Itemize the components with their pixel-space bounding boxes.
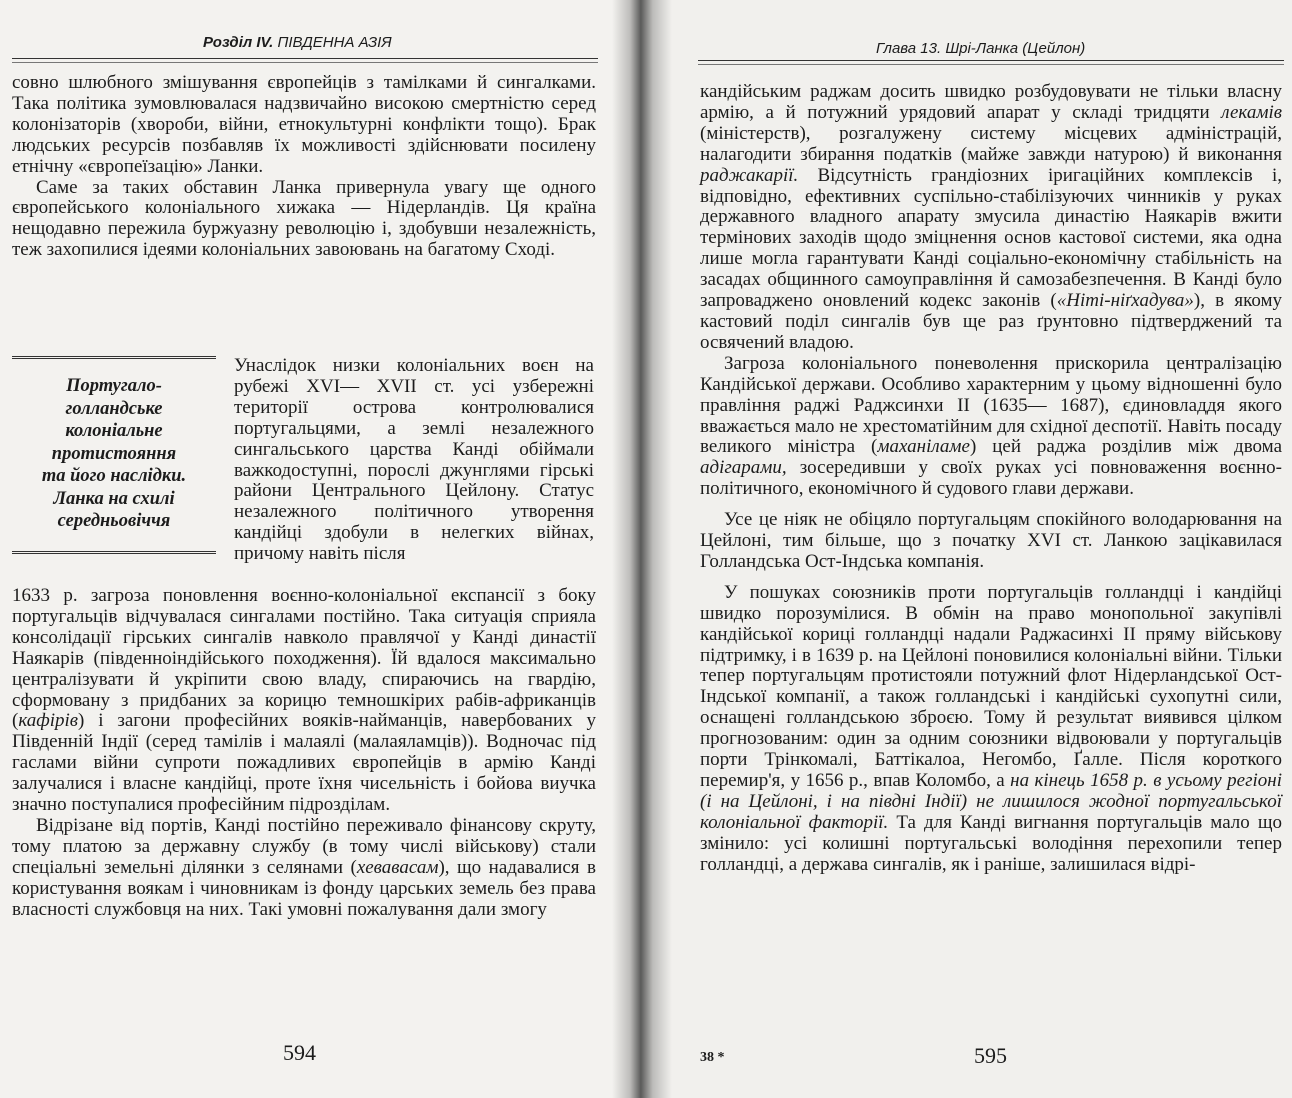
left-page	[0, 0, 640, 1098]
margin-heading-line: середньовіччя	[57, 511, 171, 531]
paragraph: Усе це ніяк не обіцяло португальцям спокійного володарювання на Цейлоні, тим більше, що з початку XVI ст. Ланкою зацікавилася Голландська Ост-Індська компанія.	[700, 509, 1282, 572]
header-rule	[12, 58, 598, 63]
paragraph: совно шлюбного змішування європейців з тамілками й сингалками. Така політика зумовлювалася надзвичайно високою смертністю серед колонізаторів (хвороби, війни, етнокультурні конфлікти тощо). Брак людських ресурсів позбавляв їх можливості здійснювати посилену етнічну «європеїзацію» Ланки.	[12, 72, 596, 177]
paragraph: Відрізане від портів, Канді постійно переживало фінансову скруту, тому платою за державну службу (в тому числі військову) стали спеціальні земельні ділянки з селянами (хевавасам), що надавалися в користування воякам і чиновникам із фонду царських земель без права власності службовця на них. Такі умовні пожалування дали змогу	[12, 814, 596, 920]
paragraph-start: Унаслідок низки колоніальних воєн на рубежі XVI— XVII ст. усі узбережні території острова контролювалися португальцями, а землі незалежного сингальського царства Канді обіймали важкодоступні, порослі джунглями гірські райони Центрального Цейлону. Статус незалежного політичного утворення кандійці здобули в нелегких війнах, причому навіть після	[234, 355, 594, 565]
wrapped-paragraph	[234, 356, 594, 565]
running-head-left: Розділ IV. ПІВДЕННА АЗІЯ	[203, 34, 392, 51]
running-head-right: Глава 13. Шрі-Ланка (Цейлон)	[876, 40, 1086, 57]
margin-heading-line: та його наслідки.	[41, 466, 187, 486]
paragraph: Саме за таких обставин Ланка привернула увагу ще одного європейського колоніального хижака — Нідерландів. Ця країна нещодавно пережила буржуазну революцію і, здобувши незалежність, теж захопилися ідеями колоніальних завоювань на багатому Сході.	[12, 176, 596, 261]
margin-heading-line: Португало-	[66, 376, 162, 396]
paragraph-continued: кандійським раджам досить швидко розбудовувати не тільки власну армію, а й потужний урядовий апарат у складі тридцяти лекамів (міністерств), розгалужену систему місцевих адміністрацій, налагодити збирання податків (майже завжди натурою) й виконання раджакарії. Відсутність грандіозних іригаційних комплексів і, відповідно, ефективних суспільно-стабілізуючих чинників у руках державного владного апарату змусила династію Наякарів вжити термінових заходів щодо зміцнення основ кастової системи, яка одна лише могла гарантувати Канді соціально-економічну стабільність на засадах общинного самоуправління й самозабезпечення. В Канді було запроваджено оновлений кодекс законів («Ніті-ніґхадува»), в якому кастовий поділ сингалів був ще раз ґрунтовно підтверджений та освячений владою.	[700, 81, 1283, 353]
margin-heading-line: голландське	[65, 398, 163, 419]
text-block-top	[12, 73, 596, 261]
paragraph: Загроза колоніального поневолення прискорила централізацію Кандійської держави. Особливо характерним у цьому відношенні було правління раджі Раджсинхи II (1635— 1687), єдиновладдя якого вважається мало не хрестоматійним для східної деспотії. Навіть посаду великого міністра (маханіламе) цей раджа розділив між двома адігарами, зосередивши у своїх руках усі повноваження воєнно-політичного, економічного й судового глави держави.	[700, 352, 1282, 500]
margin-heading-line: протистояння	[51, 443, 177, 464]
margin-heading-line: Ланка на схилі	[53, 488, 175, 509]
paragraph-continued: 1633 р. загроза поновлення воєнно-колоніальної експансії з боку португальців відчувалася сингалами постійно. Така ситуація сприяла консолідації гірських сингалів навколо правлячої у Канді династії Наякарів (південноіндійського походження). Їй вдалося максимально централізувати й укріпити свою владу, спираючись на гвардію, сформовану з придбаних за корицю темношкірих рабів-африканців (кафірів) і загони професійних вояків-найманців, навербованих у Південній Індії (серед тамілів і малаялі (малаяламців)). Водночас під гаслами війни супроти пожадливих європейців в армію Канді залучалися і власне кандійці, проте їхня чисельність і бойова виучка значно поступалися професійним підрозділам.	[12, 585, 596, 816]
book-gutter-shadow	[612, 0, 672, 1098]
text-block	[700, 82, 1282, 876]
header-rule	[698, 60, 1284, 65]
text-block-bottom	[12, 586, 596, 921]
signature-mark: 38 *	[700, 1050, 725, 1065]
page-number: 594	[283, 1040, 316, 1065]
page-number: 595	[974, 1043, 1007, 1068]
paragraph: У пошуках союзників проти португальців голландці і кандійці швидко порозумілися. В обмін на право монопольної закупівлі кандійської кориці голландці надали Раджасинхі II пряму військову підтримку, і в 1639 р. на Цейлоні поновилися колоніальні війни. Тільки тепер португальцям протистояли потужний флот Нідерландської Ост-Індської компанії, а також голландські і кандійські сухопутні сили, оснащені голландською зброєю. Тому й результат виявився цілком прогнозованим: один за одним союзники відвоювали у португальців порти Трінкомалі, Баттікалоа, Негомбо, Ґалле. Після короткого перемир'я, у 1656 р., впав Коломбо, а на кінець 1658 р. в усьому регіоні (і на Цейлоні, і на півдні Індії) не лишилося жодної португальської колоніальної факторії. Та для Канді вигнання португальців мало що змінило: усі колишні португальські володіння перехопили тепер голландці, а держава сингалів, як і раніше, залишилася відрі-	[700, 581, 1282, 875]
margin-heading-line: колоніальне	[65, 421, 163, 441]
margin-heading	[12, 356, 216, 554]
right-page	[640, 0, 1292, 1098]
